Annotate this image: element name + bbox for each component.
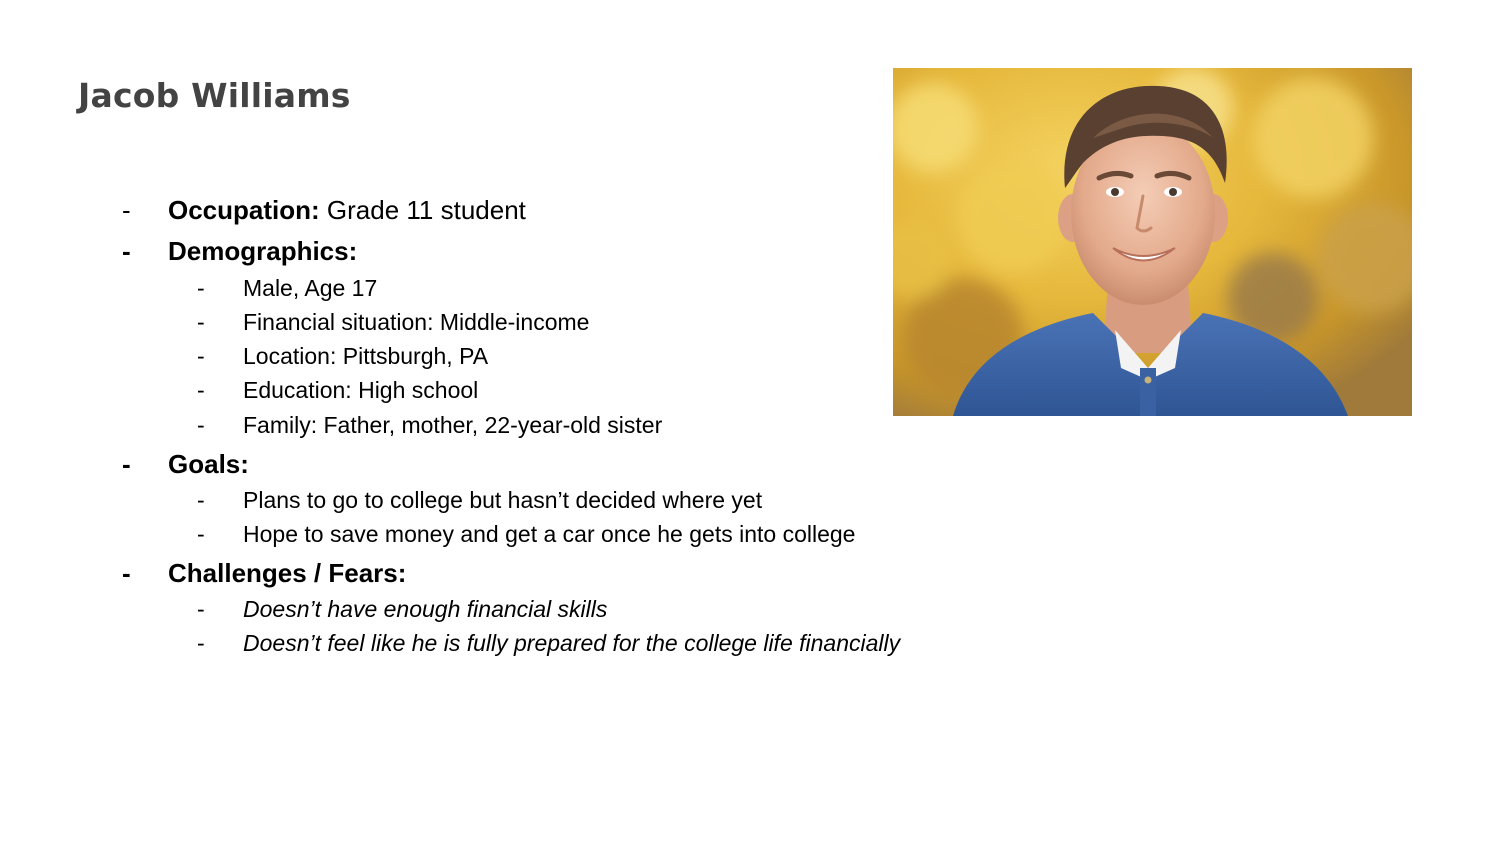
bullet-dash: - — [197, 412, 205, 438]
occupation-value: Grade 11 student — [319, 195, 526, 225]
goals-label: Goals: — [168, 449, 249, 479]
bullet-dash: - — [197, 521, 205, 547]
goals-item: Plans to go to college but hasn’t decided where yet — [243, 487, 763, 513]
demographics-item: Family: Father, mother, 22-year-old sister — [243, 412, 663, 438]
bullet-dash: - — [197, 487, 205, 513]
bullet-dash: - — [122, 558, 131, 588]
bullet-dash: - — [122, 236, 131, 266]
bullet-dash: - — [197, 630, 205, 656]
challenges-label: Challenges / Fears: — [168, 558, 407, 588]
bullet-dash: - — [197, 596, 205, 622]
demographics-item: Education: High school — [243, 377, 479, 403]
challenges-item: Doesn’t have enough financial skills — [243, 596, 608, 622]
bullet-dash: - — [197, 275, 205, 301]
bullet-dash: - — [122, 449, 131, 479]
demographics-item: Male, Age 17 — [243, 275, 378, 301]
goals-item: Hope to save money and get a car once he gets into college — [243, 521, 856, 547]
bullet-dash: - — [197, 309, 205, 335]
bullet-dash: - — [197, 377, 205, 403]
demographics-item: Location: Pittsburgh, PA — [243, 343, 489, 369]
demographics-item: Financial situation: Middle-income — [243, 309, 590, 335]
occupation-label: Occupation: — [168, 195, 320, 225]
occupation-text — [168, 195, 526, 226]
challenges-item: Doesn’t feel like he is fully prepared for the college life financially — [243, 630, 901, 656]
bullet-dash: - — [122, 195, 131, 225]
portrait-photo — [893, 68, 1412, 416]
persona-name: Jacob Williams — [78, 76, 351, 115]
bullet-dash: - — [197, 343, 205, 369]
demographics-label: Demographics: — [168, 236, 358, 266]
